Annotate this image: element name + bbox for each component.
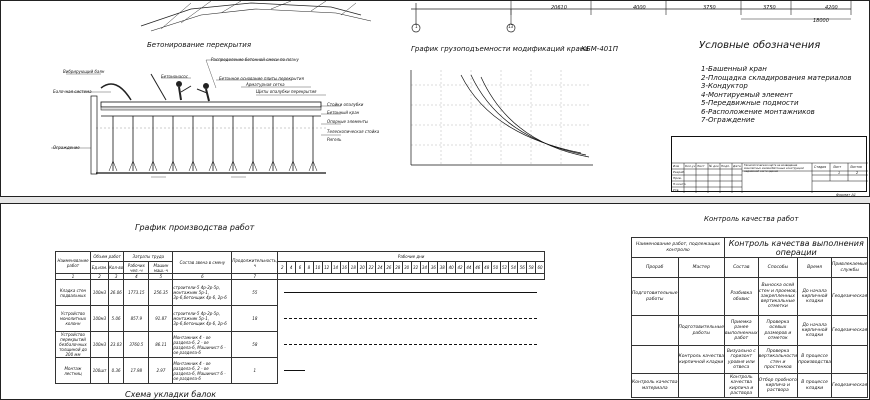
table-row xyxy=(56,280,545,306)
stamp-sheet-value: 1 xyxy=(838,171,841,175)
formwork-perspective-drawing xyxy=(131,1,381,35)
stamp-header-izm: Изм xyxy=(673,164,680,168)
week-header: 52 xyxy=(500,262,509,274)
week-header: 20 xyxy=(358,262,367,274)
stamp-sheet-label: Лист xyxy=(833,165,842,169)
col-header-days: Рабочие дни xyxy=(278,252,545,262)
col-header-workers: Рабочих чел.-ч xyxy=(124,262,149,274)
gantt-cell xyxy=(278,332,545,358)
work-unit: 100м3 xyxy=(91,280,109,306)
week-header: 48 xyxy=(482,262,491,274)
work-qty: 0.36 xyxy=(109,358,124,384)
work-duration: 18 xyxy=(232,306,278,332)
col-number: 7 xyxy=(232,274,278,280)
bottom-drawing-sheet xyxy=(0,203,870,400)
week-header: 44 xyxy=(464,262,473,274)
col-header-name: Наименование работ xyxy=(56,252,91,274)
label-concrete-base: Бетонное основание плиты перекрытия xyxy=(219,76,304,81)
col-header-volume: Объем работ xyxy=(91,252,124,262)
work-crew: Монтажник 4 - ое раздела-6, 2 - ое раздела-6, Машинист 6 - ое раздела-6 xyxy=(173,332,232,358)
week-header: 4 xyxy=(287,262,296,274)
gantt-cell xyxy=(278,358,545,384)
gantt-bar xyxy=(284,292,537,293)
work-qty: 5.06 xyxy=(109,306,124,332)
stamp-header-kol: Кол.уч xyxy=(685,164,696,168)
table-row xyxy=(632,278,868,316)
stamp-row-normcontrol: Н.контр. xyxy=(673,182,687,186)
stamp-header-sign: Подп. xyxy=(721,164,731,168)
work-machines: 91.87 xyxy=(149,306,173,332)
legend-item: 3-Кондуктор xyxy=(701,82,748,90)
quality-master: Подготовительные работы xyxy=(678,316,725,346)
quality-content: Контроль качества кирпича и раствора xyxy=(725,374,759,398)
week-header: 54 xyxy=(509,262,518,274)
col-header-qty: Кол-во xyxy=(109,262,124,274)
dimension-4200: 4200 xyxy=(825,5,838,11)
work-crew: строители-5 4р-2р-5р, монтажник 5р-1, 3р-6,бетонщик 4р-6, 2р-6 xyxy=(173,280,232,306)
work-name: Устройство перекрытий безбалочных толщиной до 200 мм xyxy=(56,332,91,358)
dimension-3750-b: 3750 xyxy=(763,5,776,11)
quality-service: Геодезическая xyxy=(832,278,868,316)
quality-outer-title: Контроль качества работ xyxy=(704,215,799,223)
week-header: 36 xyxy=(429,262,438,274)
quality-sub-service: Привлекаемые службы xyxy=(832,258,868,278)
week-header: 12 xyxy=(322,262,331,274)
quality-method: Проверка вертикальности стен и простенков xyxy=(758,346,798,374)
col-number: 6 xyxy=(173,274,232,280)
work-duration: 1 xyxy=(232,358,278,384)
quality-work: Подготовительные работы xyxy=(632,278,679,316)
schedule-title: График производства работ xyxy=(135,223,255,232)
legend-item: 1-Башенный кран xyxy=(701,65,767,73)
work-qty: 23.03 xyxy=(109,332,124,358)
legend-item: 5-Передвижные подмости xyxy=(701,99,799,107)
stamp-header-date: Дата xyxy=(733,164,741,168)
quality-master: Контроль качества кирпичной кладки xyxy=(678,346,725,374)
beam-scheme-title: Схема укладки балок xyxy=(125,390,217,399)
quality-time: До начала кирпичной кладки xyxy=(798,278,832,316)
work-name: Кладка стен подвальных xyxy=(56,280,91,306)
gantt-bar xyxy=(284,318,537,319)
week-header: 46 xyxy=(473,262,482,274)
label-distribution: Распределение бетонной смеси по плану xyxy=(211,57,299,62)
crane-chart-title: График грузоподъемности модификаций крана xyxy=(411,45,589,53)
quality-content: Разбивка обхвис xyxy=(725,278,759,316)
top-drawing-sheet xyxy=(0,0,870,197)
label-vibrator: Вибрирующий баян xyxy=(63,69,105,74)
week-header: 38 xyxy=(438,262,447,274)
label-props: Стойки опалубки xyxy=(327,102,364,107)
work-machines: 256.35 xyxy=(149,280,173,306)
work-machines: 86.11 xyxy=(149,332,173,358)
week-header: 8 xyxy=(304,262,313,274)
col-number: 1 xyxy=(56,274,91,280)
axis-marker-1: 1 xyxy=(415,24,418,29)
col-header-unit: Ед.изм. xyxy=(91,262,109,274)
quality-sub-method: Способы xyxy=(758,258,798,278)
dimension-4000: 4000 xyxy=(633,5,646,11)
week-header: 30 xyxy=(402,262,411,274)
week-header: 14 xyxy=(331,262,340,274)
col-number: 3 xyxy=(109,274,124,280)
work-unit: 100м3 xyxy=(91,332,109,358)
quality-service: Геодезическая xyxy=(832,316,868,346)
col-number: 2 xyxy=(91,274,109,280)
label-fence: Ограждение xyxy=(53,145,80,150)
label-beam-system: Балочная система xyxy=(53,89,92,94)
table-row xyxy=(632,346,868,374)
week-header: 60 xyxy=(536,262,545,274)
week-header: 18 xyxy=(349,262,358,274)
col-header-machines: Машин маш.-ч xyxy=(149,262,173,274)
week-header: 24 xyxy=(376,262,385,274)
legend-list xyxy=(701,65,852,125)
label-girder: Ригель xyxy=(327,137,342,142)
quality-service: Геодезическая xyxy=(832,374,868,398)
title-block xyxy=(671,136,867,192)
stamp-sheets-label: Листов xyxy=(850,165,862,169)
stamp-row-developer: Разраб. xyxy=(673,170,685,174)
work-name: Монтаж лестниц xyxy=(56,358,91,384)
label-rebar-mesh: Арматурная сетка xyxy=(246,82,285,87)
quality-sub-content: Состав xyxy=(725,258,759,278)
work-crew: строители-5 4р-2р-5р, монтажник 5р-1, 3р-6,бетонщик 4р-6, 2р-6 xyxy=(173,306,232,332)
col-header-crew: Состав звена в смену xyxy=(173,252,232,274)
stamp-row-approver: Утв. xyxy=(673,188,680,192)
legend-item: 2-Площадка складирования материалов xyxy=(701,73,852,82)
label-supports: Опорные элементы xyxy=(327,119,369,124)
week-header: 22 xyxy=(367,262,376,274)
week-header: 2 xyxy=(278,262,287,274)
stamp-stage-label: Стадия xyxy=(814,165,827,169)
axis-marker-13: 13 xyxy=(508,24,514,29)
legend-item: 6-Расположение монтажников xyxy=(701,107,815,116)
stamp-sheets-value: 2 xyxy=(856,171,859,175)
quality-method: Отбор пробного кирпича и раствора xyxy=(758,374,798,398)
work-workers: 1773.15 xyxy=(124,280,149,306)
label-telescopic: Телескопическая стойка xyxy=(327,129,380,134)
table-row xyxy=(56,358,545,384)
work-crew: Монтажник 4 - ое раздела-6, 2 - ое раздела-6, Машинист 6 - ое раздела-6 xyxy=(173,358,232,384)
quality-method: Выноска осей стен и проемов, закрепленных вертикальные отметки xyxy=(758,278,798,316)
work-workers: 17.98 xyxy=(124,358,149,384)
col-header-duration: Продолжительность, ч xyxy=(232,252,278,274)
label-formwork-shields: Щиты опалубки перекрытия xyxy=(256,89,317,94)
work-qty: 26.06 xyxy=(109,280,124,306)
work-machines: 2.97 xyxy=(149,358,173,384)
week-header: 34 xyxy=(420,262,429,274)
week-header: 32 xyxy=(411,262,420,274)
dimension-3750-a: 3750 xyxy=(703,5,716,11)
crane-capacity-chart xyxy=(401,65,601,175)
quality-time: В процессе производства xyxy=(798,346,832,374)
work-unit: 100м3 xyxy=(91,306,109,332)
table-row xyxy=(56,332,545,358)
table-row xyxy=(632,316,868,346)
week-header: 56 xyxy=(518,262,527,274)
legend-item: 4-Монтируемый элемент xyxy=(701,90,793,99)
quality-method: Проверка осевых размеров и отметок xyxy=(758,316,798,346)
col-number: 4 xyxy=(124,274,149,280)
work-duration: 55 xyxy=(232,280,278,306)
quality-sub-time: Время xyxy=(798,258,832,278)
work-workers: 857.9 xyxy=(124,306,149,332)
label-crane: Бетонный кран xyxy=(327,110,360,115)
quality-content: Визуально с горизонт уровня или отвеса xyxy=(725,346,759,374)
quality-col-title: Контроль качества выполнения операции xyxy=(725,238,868,258)
week-header: 26 xyxy=(384,262,393,274)
quality-master xyxy=(678,278,725,316)
week-header: 10 xyxy=(313,262,322,274)
legend-title: Условные обозначения xyxy=(699,40,821,51)
work-workers: 3760.5 xyxy=(124,332,149,358)
week-header: 50 xyxy=(491,262,500,274)
gantt-cell xyxy=(278,306,545,332)
quality-work xyxy=(632,316,679,346)
label-pump: Бетононасос xyxy=(161,74,188,79)
col-number: 5 xyxy=(149,274,173,280)
dimension-20610: 20610 xyxy=(551,5,567,11)
stamp-description: Технологическая карта на возведение монолитных железобетонных конструкций надземной части здания xyxy=(744,164,804,173)
crane-model: КБМ-401П xyxy=(581,45,618,53)
work-unit: 100шт xyxy=(91,358,109,384)
work-name: Устройство монолитных колонн xyxy=(56,306,91,332)
concreting-title: Бетонирование перекрытия xyxy=(147,41,252,49)
table-row xyxy=(56,306,545,332)
quality-work: Контроль качества материала xyxy=(632,374,679,398)
quality-control-table xyxy=(631,237,868,398)
work-schedule-table xyxy=(55,251,545,384)
week-header: 6 xyxy=(296,262,305,274)
quality-service xyxy=(832,346,868,374)
week-header: 40 xyxy=(447,262,456,274)
stamp-header-doc: № док xyxy=(709,164,719,168)
stamp-header-list: Лист xyxy=(697,164,705,168)
quality-col-work: Наименование работ, подлежащих контролю xyxy=(632,238,725,258)
week-header: 28 xyxy=(393,262,402,274)
gantt-cell xyxy=(278,280,545,306)
quality-sub-foreman: Прораб xyxy=(632,258,679,278)
gantt-bar xyxy=(284,344,537,345)
week-header: 58 xyxy=(527,262,536,274)
sheet-format: Формат А1 xyxy=(836,193,856,197)
week-header: 16 xyxy=(340,262,349,274)
week-header: 42 xyxy=(456,262,465,274)
quality-time: В процессе кладки xyxy=(798,374,832,398)
dimension-18000: 18000 xyxy=(813,18,829,24)
gantt-bar xyxy=(284,370,305,371)
work-duration: 58 xyxy=(232,332,278,358)
quality-sub-master: Мастер xyxy=(678,258,725,278)
col-header-labor: Затраты труда xyxy=(124,252,173,262)
legend-item: 7-Ограждение xyxy=(701,116,755,124)
quality-time: До начала кирпичной кладки xyxy=(798,316,832,346)
quality-work xyxy=(632,346,679,374)
stamp-row-checker: Пров. xyxy=(673,176,682,180)
table-row xyxy=(632,374,868,398)
quality-master xyxy=(678,374,725,398)
quality-content: Приемка ранее выполненных работ xyxy=(725,316,759,346)
